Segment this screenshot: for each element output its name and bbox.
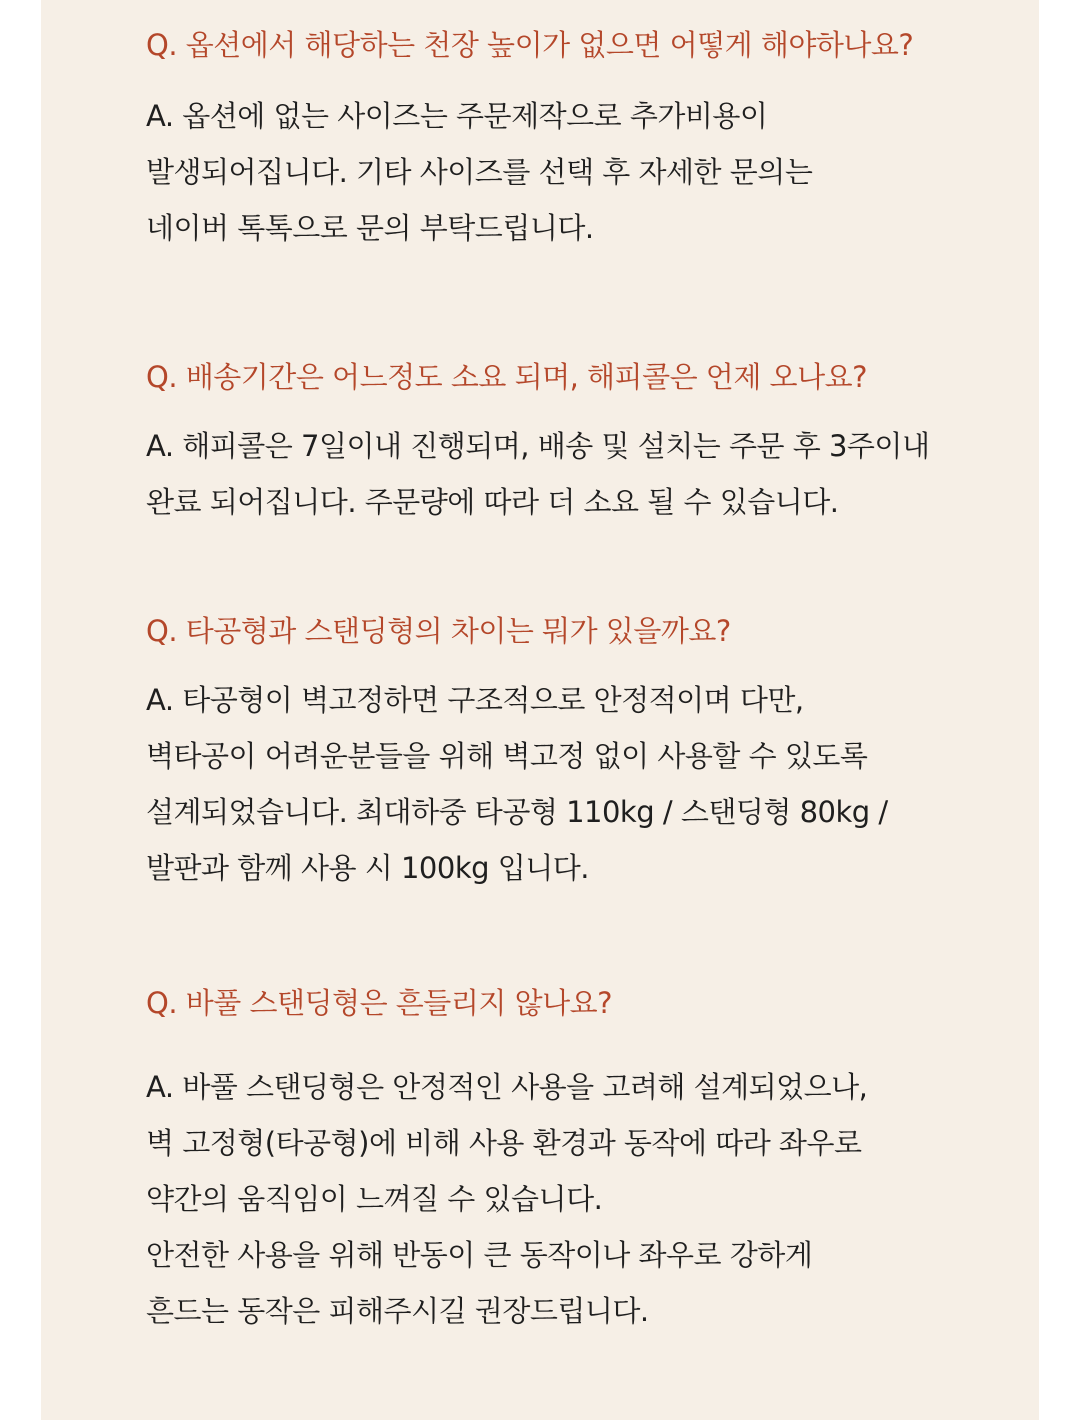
faq-answer-line: 흔드는 동작은 피해주시길 권장드립니다. [146,1294,649,1328]
faq-question: Q. 바풀 스탠딩형은 흔들리지 않나요? [146,986,613,1020]
faq-answer [146,418,1026,530]
faq-answer-line: 벽타공이 어려운분들을 위해 벽고정 없이 사용할 수 있도록 [146,739,868,773]
faq-answer [146,88,1026,256]
faq-item-stability [146,983,1026,1328]
faq-answer-line: 발판과 함께 사용 시 100kg 입니다. [146,851,590,885]
faq-answer-line: A. 바풀 스탠딩형은 안정적인 사용을 고려해 설계되었으나, [146,1070,868,1104]
faq-answer-line: A. 타공형이 벽고정하면 구조적으로 안정적이며 다만, [146,683,804,717]
faq-answer [146,1059,1026,1339]
faq-answer [146,672,1026,896]
faq-answer-line: A. 옵션에 없는 사이즈는 주문제작으로 추가비용이 [146,99,768,133]
faq-answer-line: 약간의 움직임이 느껴질 수 있습니다. [146,1182,603,1216]
faq-question: Q. 옵션에서 해당하는 천장 높이가 없으면 어떻게 해야하나요? [146,28,914,62]
faq-answer-line: 발생되어집니다. 기타 사이즈를 선택 후 자세한 문의는 [146,155,813,189]
faq-answer-line: 안전한 사용을 위해 반동이 큰 동작이나 좌우로 강하게 [146,1238,813,1272]
faq-answer-line: 완료 되어집니다. 주문량에 따라 더 소요 될 수 있습니다. [146,485,839,519]
faq-item-delivery [146,357,1026,519]
faq-question: Q. 타공형과 스탠딩형의 차이는 뭐가 있을까요? [146,614,731,648]
faq-answer-line: 벽 고정형(타공형)에 비해 사용 환경과 동작에 따라 좌우로 [146,1126,862,1160]
faq-answer-line: A. 해피콜은 7일이내 진행되며, 배송 및 설치는 주문 후 3주이내 [146,429,930,463]
faq-question: Q. 배송기간은 어느정도 소요 되며, 해피콜은 언제 오나요? [146,360,867,394]
faq-answer-line: 네이버 톡톡으로 문의 부탁드립니다. [146,211,594,245]
faq-page [41,0,1039,1420]
faq-item-type-difference [146,611,1026,885]
faq-answer-line: 설계되었습니다. 최대하중 타공형 110kg / 스탠딩형 80kg / [146,795,888,829]
faq-item-ceiling-height [146,25,1026,245]
